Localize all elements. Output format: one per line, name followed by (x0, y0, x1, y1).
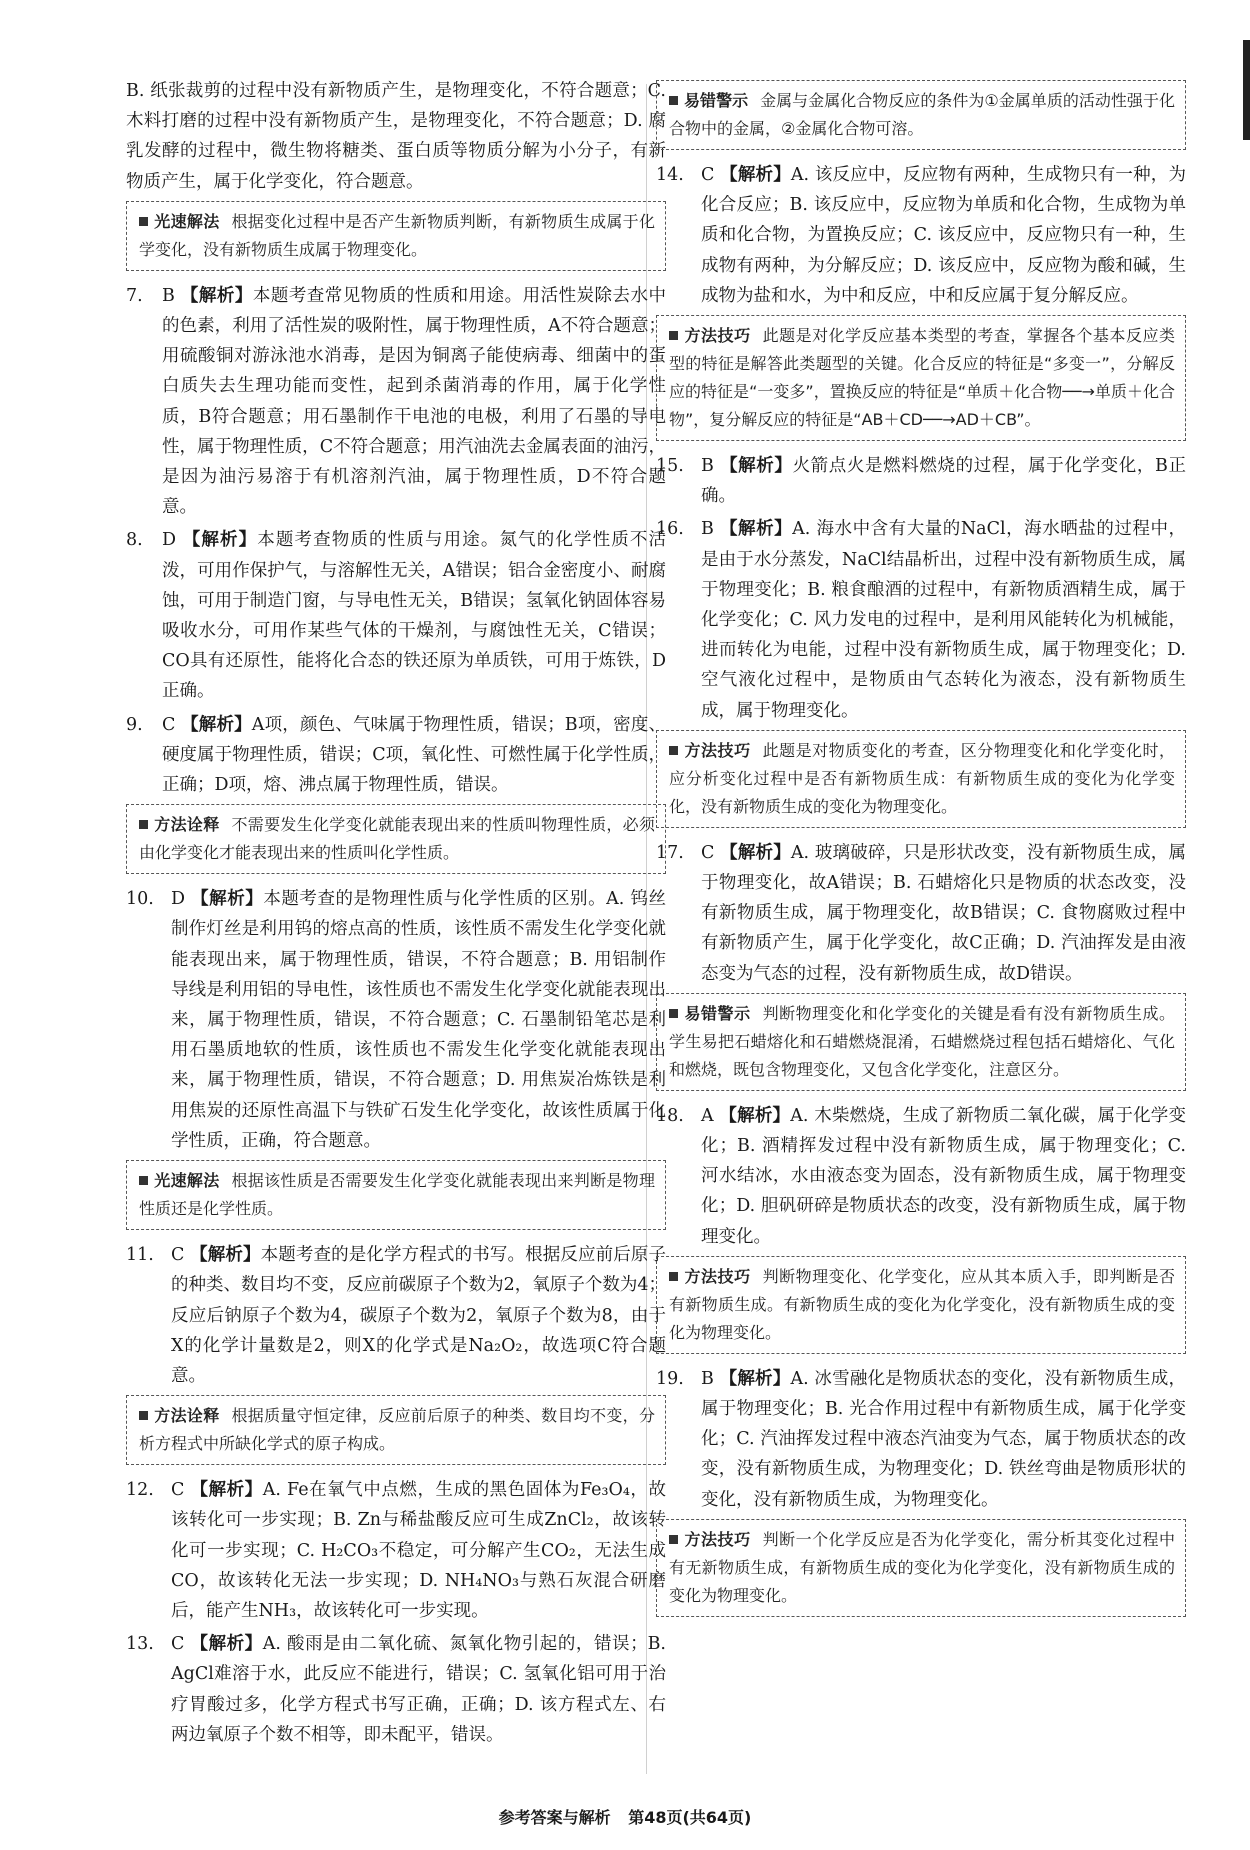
analysis-text: 火箭点火是燃料燃烧的过程，属于化学变化，B正确。 (701, 456, 1186, 507)
right-column (656, 76, 1186, 1627)
analysis-tag: 【解析】 (182, 530, 258, 551)
tip-text: 此题是对化学反应基本类型的考查，掌握各个基本反应类型的特征是解答此类题型的关键。化合反应的特征是“多变一”，分解反应的特征是“一变多”，置换反应的特征是“单质＋化合物──→单质＋化合物”，复分解反应的特征是“AB＋CD──→AD＋CB”。 (669, 326, 1175, 430)
footer-title: 参考答案与解析 (498, 1808, 611, 1827)
answer-letter: D (171, 889, 186, 910)
analysis-tag: 【解析】 (720, 842, 791, 863)
tip-box (656, 1519, 1186, 1617)
answer-item (126, 1629, 666, 1750)
answer-letter: C (171, 1634, 185, 1655)
answer-item (656, 1364, 1186, 1515)
tip-text: 根据变化过程中是否产生新物质判断，有新物质生成属于化学变化，没有新物质生成属于物理变化。 (139, 211, 655, 259)
analysis-tag: 【解析】 (190, 1480, 263, 1501)
answer-letter: C (171, 1480, 185, 1501)
answer-item (126, 710, 666, 801)
analysis-tag: 【解析】 (180, 285, 253, 306)
answer-letter: C (171, 1245, 185, 1266)
tip-box (656, 80, 1186, 150)
answer-letter: B (162, 285, 175, 306)
tip-box (126, 1160, 666, 1230)
tip-text: 根据该性质是否需要发生化学变化就能表现出来判断是物理性质还是化学性质。 (139, 1171, 655, 1219)
question-number: 17. (656, 842, 684, 863)
tip-box (126, 1395, 666, 1465)
answer-item (656, 1101, 1186, 1252)
tip-tag: 方法技巧 (669, 1267, 751, 1286)
tip-text: 金属与金属化合物反应的条件为①金属单质的活动性强于化合物中的金属，②金属化合物可溶。 (669, 91, 1175, 138)
question-number: 15. (656, 456, 684, 477)
footer-page-number: 第48页(共64页) (628, 1808, 752, 1827)
tip-tag: 易错警示 (669, 91, 748, 110)
tip-tag: 光速解法 (139, 1171, 220, 1190)
answer-item (126, 281, 666, 523)
analysis-tag: 【解析】 (191, 889, 264, 910)
answer-item (126, 1240, 666, 1391)
answer-item (656, 838, 1186, 989)
answer-item (126, 525, 666, 706)
page-edge-mark (1243, 40, 1250, 140)
tip-box (656, 1256, 1186, 1354)
tip-text: 判断物理变化和化学变化的关键是看有没有新物质生成。学生易把石蜡熔化和石蜡燃烧混淆，石蜡燃烧过程包括石蜡熔化、气化和燃烧，既包含物理变化，又包含化学变化，注意区分。 (669, 1003, 1175, 1079)
analysis-tag: 【解析】 (719, 519, 793, 540)
tip-tag: 光速解法 (139, 212, 220, 231)
tip-tag: 易错警示 (669, 1004, 751, 1023)
question-number: 13. (126, 1634, 154, 1655)
tip-text: 判断一个化学反应是否为化学变化，需分析其变化过程中有无新物质生成，有新物质生成的变化为化学变化，没有新物质生成的变化为物理变化。 (669, 1529, 1175, 1605)
analysis-text: A. 海水中含有大量的NaCl，海水晒盐的过程中，是由于水分蒸发，NaCl结晶析出，过程中没有新物质生成，属于物理变化；B. 粮食酿酒的过程中，有新物质酒精生成，属于化学变化；C. 风力发电的过程中，是利用风能转化为机械能，进而转化为电能，过程中没有新物质生成，属于物理变化；D. 空气液化过程中，是物质由气态转化为液态，没有新物质生成，属于物理变化。 (701, 519, 1186, 721)
answer-item (656, 451, 1186, 511)
analysis-text: 本题考查的是物理性质与化学性质的区别。A. 钨丝制作灯丝是利用钨的熔点高的性质，该性质不需发生化学变化就能表现出来，属于物理性质，错误，不符合题意；B. 用铝制作导线是利用铝的导电性，该性质也不需发生化学变化就能表现出来，属于物理性质，错误，不符合题意；C. 石墨制铅笔芯是利用石墨质地软的性质，该性质也不需发生化学变化就能表现出来，属于物理性质，错误，不符合题意；D. 用焦炭冶炼铁是利用焦炭的还原性高温下与铁矿石发生化学变化，故该性质属于化学性质，正确，符合题意。 (171, 889, 666, 1151)
analysis-tag: 【解析】 (181, 714, 252, 735)
tip-tag: 方法技巧 (669, 741, 751, 760)
analysis-text: 本题考查物质的性质与用途。氮气的化学性质不活泼，可用作保护气，与溶解性无关，A错误；铝合金密度小、耐腐蚀，可用于制造门窗，与导电性无关，B错误；氢氧化钠固体容易吸收水分，可用作某些气体的干燥剂，与腐蚀性无关，C错误；CO具有还原性，能将化合态的铁还原为单质铁，可用于炼铁，D正确。 (162, 530, 667, 702)
question-number: 10. (126, 889, 154, 910)
tip-tag: 方法诠释 (139, 1406, 220, 1425)
answer-letter: B (701, 519, 714, 540)
analysis-tag: 【解析】 (719, 1368, 791, 1389)
page-footer (0, 1803, 1250, 1833)
question-number: 12. (126, 1480, 154, 1501)
answer-item (656, 160, 1186, 311)
answer-item (126, 884, 666, 1156)
analysis-text: 本题考查常见物质的性质和用途。用活性炭除去水中的色素，利用了活性炭的吸附性，属于物理性质，A不符合题意；用硫酸铜对游泳池水消毒，是因为铜离子能使病毒、细菌中的蛋白质失去生理功能而变性，起到杀菌消毒的作用，属于化学性质，B符合题意；用石墨制作干电池的电极，利用了石墨的导电性，属于物理性质，C不符合题意；用汽油洗去金属表面的油污，是因为油污易溶于有机溶剂汽油，属于物理性质，D不符合题意。 (162, 285, 666, 518)
question-number: 18. (656, 1105, 684, 1126)
tip-box (126, 201, 666, 271)
question-number: 7. (126, 285, 143, 306)
answer-letter: B (701, 1368, 714, 1389)
question-number: 16. (656, 519, 684, 540)
analysis-text: A. 该反应中，反应物有两种，生成物只有一种，为化合反应；B. 该反应中，反应物为单质和化合物，生成物为单质和化合物，为置换反应；C. 该反应中，反应物只有一种，生成物有两种，为分解反应；D. 该反应中，反应物为酸和碱，生成物为盐和水，为中和反应，中和反应属于复分解反应。 (701, 165, 1186, 306)
tip-box (656, 993, 1186, 1091)
tip-text: 判断物理变化、化学变化，应从其本质入手，即判断是否有新物质生成。有新物质生成的变化为化学变化，没有新物质生成的变化为物理变化。 (669, 1266, 1175, 1342)
question-number: 9. (126, 714, 143, 735)
question-number: 8. (126, 530, 143, 551)
analysis-text: 本题考查的是化学方程式的书写。根据反应前后原子的种类、数目均不变，反应前碳原子个数为2，氧原子个数为4；反应后钠原子个数为4，碳原子个数为2，氧原子个数为8，由于X的化学计量数是2，则X的化学式是Na₂O₂，故选项C符合题意。 (171, 1245, 667, 1386)
analysis-tag: 【解析】 (720, 456, 793, 477)
tip-box (656, 730, 1186, 828)
tip-tag: 方法诠释 (139, 815, 220, 834)
analysis-text: A. 玻璃破碎，只是形状改变，没有新物质生成，属于物理变化，故A错误；B. 石蜡熔化只是物质的状态改变，没有新物质生成，属于物理变化，故B错误；C. 食物腐败过程中有新物质产生，属于化学变化，故C正确；D. 汽油挥发是由液态变为气态的过程，没有新物质生成，故D错误。 (701, 842, 1186, 984)
answer-letter: A (701, 1105, 714, 1126)
analysis-tag: 【解析】 (190, 1245, 261, 1266)
analysis-text: A. 冰雪融化是物质状态的变化，没有新物质生成，属于物理变化；B. 光合作用过程中有新物质生成，属于化学变化；C. 汽油挥发过程中液态汽油变为气态，属于物质状态的改变，没有新物质生成，为物理变化；D. 铁丝弯曲是物质形状的变化，没有新物质生成，为物理变化。 (701, 1368, 1186, 1510)
answer-letter: C (701, 842, 715, 863)
answer-letter: B (701, 456, 714, 477)
answer-letter: C (701, 165, 715, 185)
answer-item (126, 1475, 666, 1626)
tip-box (656, 315, 1186, 441)
question-number: 11. (126, 1245, 154, 1266)
analysis-text: A. 酸雨是由二氧化硫、氮氧化物引起的，错误；B. AgCl难溶于水，此反应不能进行，错误；C. 氢氧化铝可用于治疗胃酸过多，化学方程式书写正确，正确；D. 该方程式左、右两边氧原子个数不相等，即未配平，错误。 (171, 1634, 666, 1745)
left-column (126, 76, 666, 1753)
tip-box (126, 804, 666, 874)
tip-text: 不需要发生化学变化就能表现出来的性质叫物理性质，必须由化学变化才能表现出来的性质叫化学性质。 (139, 815, 655, 863)
answer-letter: D (162, 530, 177, 551)
analysis-text: A. 木柴燃烧，生成了新物质二氧化碳，属于化学变化；B. 酒精挥发过程中没有新物质生成，属于物理变化；C. 河水结冰，水由液态变为固态，没有新物质生成，属于物理变化；D. 胆矾研碎是物质状态的改变，没有新物质生成，属于物理变化。 (701, 1105, 1186, 1247)
answer-item (656, 514, 1186, 725)
tip-tag: 方法技巧 (669, 326, 751, 345)
analysis-tag: 【解析】 (720, 165, 791, 185)
analysis-text: A. Fe在氧气中点燃，生成的黑色固体为Fe₃O₄，故该转化可一步实现；B. Zn与稀盐酸反应可生成ZnCl₂，故该转化可一步实现；C. H₂CO₃不稳定，可分解产生CO₂，无法生成CO，故该转化无法一步实现；D. NH₄NO₃与熟石灰混合研磨后，能产生NH₃，故该转化可一步实现。 (171, 1480, 666, 1621)
answer-continuation: B. 纸张裁剪的过程中没有新物质产生，是物理变化，不符合题意；C. 木料打磨的过程中没有新物质产生，是物理变化，不符合题意；D. 腐乳发酵的过程中，微生物将糖类、蛋白质等物质分解为小分子，有新物质产生，属于化学变化，符合题意。 (126, 81, 666, 192)
analysis-text: A项，颜色、气味属于物理性质，错误；B项，密度、硬度属于物理性质，错误；C项，氧化性、可燃性属于化学性质，正确；D项，熔、沸点属于物理性质，错误。 (162, 714, 666, 796)
tip-text: 根据质量守恒定律，反应前后原子的种类、数目均不变，分析方程式中所缺化学式的原子构成。 (139, 1406, 655, 1454)
question-number: 19. (656, 1368, 684, 1389)
answer-letter: C (162, 714, 176, 735)
tip-tag: 方法技巧 (669, 1530, 751, 1549)
analysis-tag: 【解析】 (719, 1105, 791, 1126)
tip-text: 此题是对物质变化的考查，区分物理变化和化学变化时，应分析变化过程中是否有新物质生成：有新物质生成的变化为化学变化，没有新物质生成的变化为物理变化。 (669, 740, 1175, 816)
question-number: 14. (656, 165, 684, 185)
analysis-tag: 【解析】 (190, 1634, 263, 1655)
